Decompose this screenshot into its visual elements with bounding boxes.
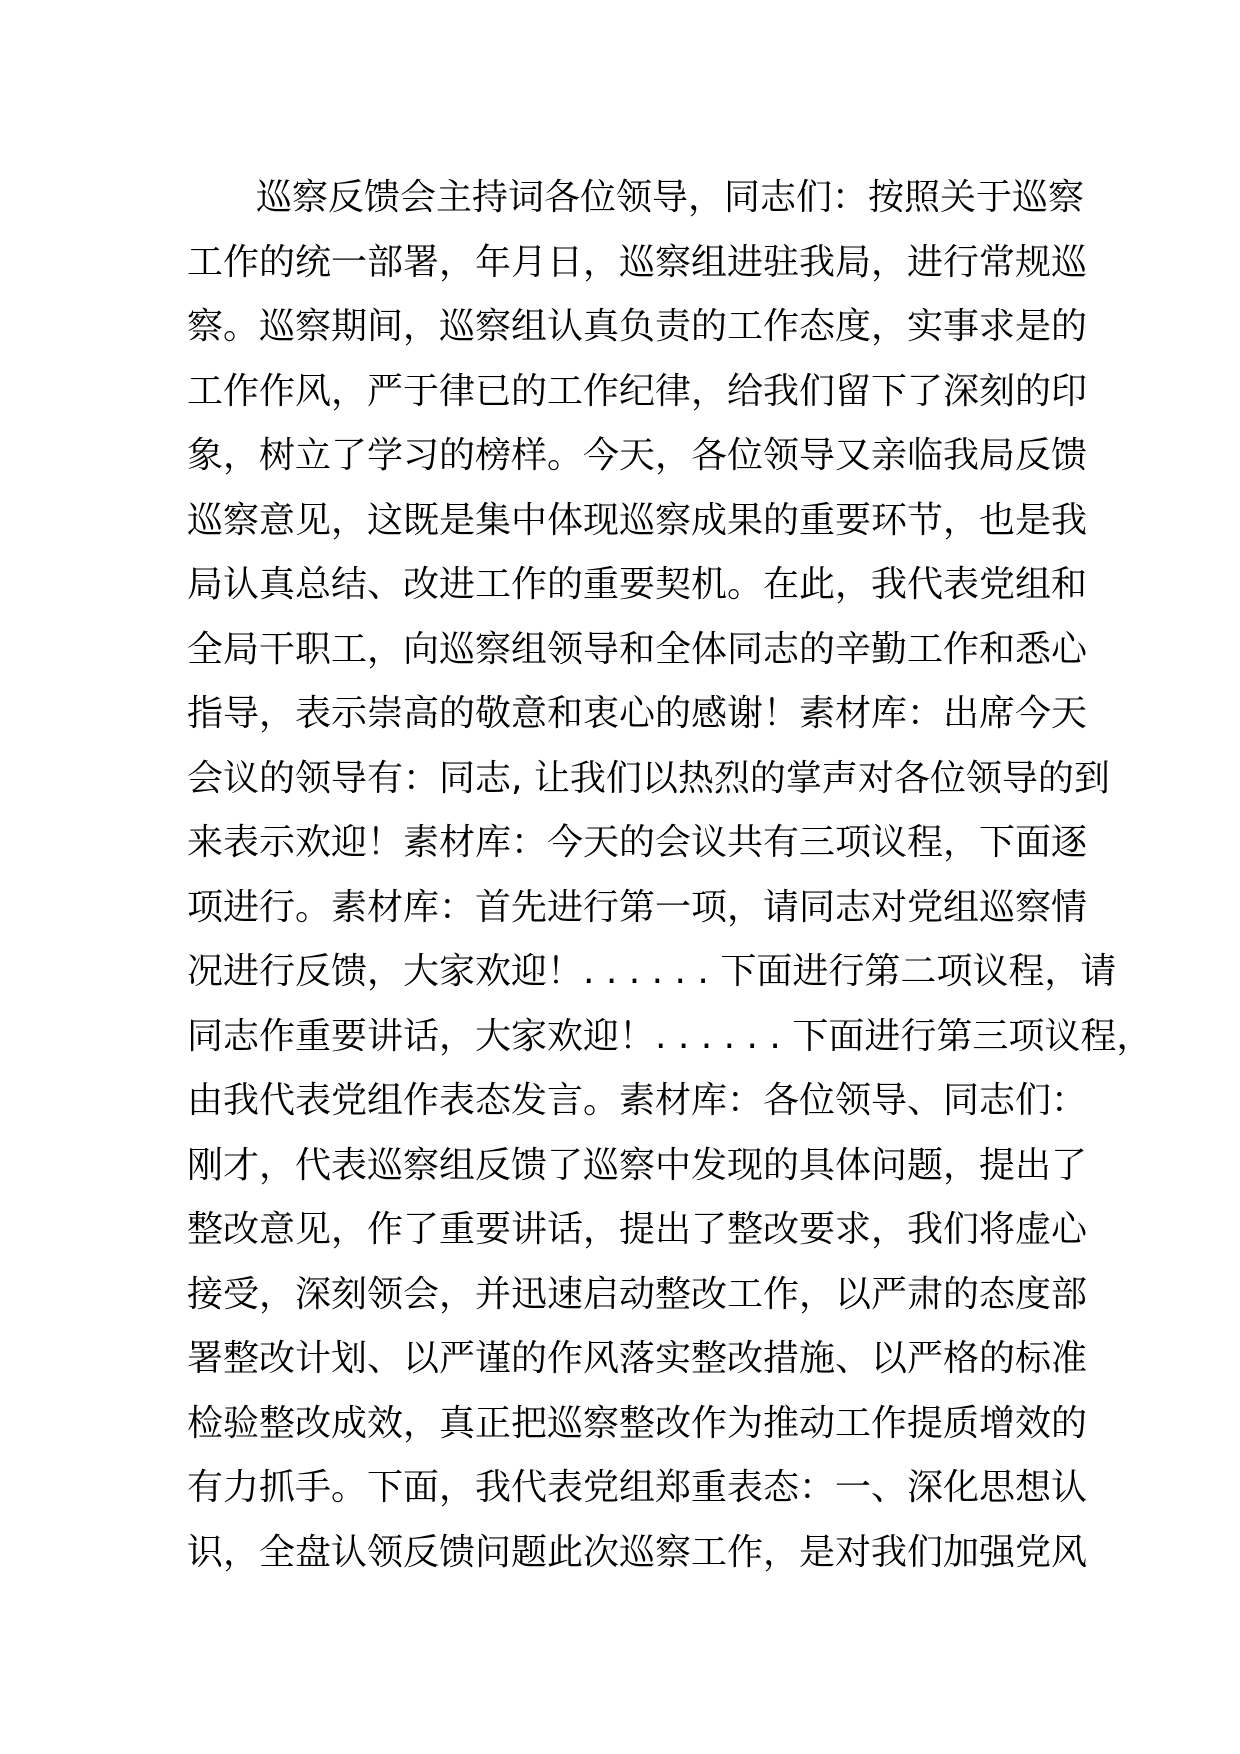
- text-line-15: 由我代表党组作表态发言。素材库：各位领导、同志们：: [187, 1080, 1088, 1121]
- text-line-11: 来表示欢迎！素材库：今天的会议共有三项议程，下面逐: [187, 822, 1088, 863]
- text-line-3: 察。巡察期间，巡察组认真负责的工作态度，实事求是的: [187, 306, 1088, 347]
- text-line-7: 局认真总结、改进工作的重要契机。在此，我代表党组和: [187, 564, 1088, 605]
- text-line-14: 同志作重要讲话，大家欢迎！. . . . . . 下面进行第三项议程，: [187, 1015, 1153, 1057]
- text-line-6: 巡察意见，这既是集中体现巡察成果的重要环节，也是我: [187, 499, 1088, 541]
- text-line-9: 指导，表示崇高的敬意和衷心的感谢！素材库：出席今天: [187, 693, 1088, 734]
- text-line-22: 识，全盘认领反馈问题此次巡察工作，是对我们加强党风: [187, 1531, 1088, 1573]
- text-line-1: 巡察反馈会主持词各位领导，同志们：按照关于巡察: [256, 177, 1085, 218]
- text-line-10: 会议的领导有：同志, 让我们以热烈的掌声对各位领导的到: [187, 757, 1110, 799]
- text-line-8: 全局干职工，向巡察组领导和全体同志的辛勤工作和悉心: [187, 628, 1088, 670]
- text-line-16: 刚才，代表巡察组反馈了巡察中发现的具体问题，提出了: [187, 1144, 1088, 1186]
- text-line-17: 整改意见，作了重要讲话，提出了整改要求，我们将虚心: [187, 1209, 1088, 1250]
- body-text: [187, 166, 1153, 1585]
- text-line-13: 况进行反馈，大家欢迎！. . . . . . 下面进行第二项议程，请: [187, 951, 1117, 992]
- text-line-21: 有力抓手。下面，我代表党组郑重表态：一、深化思想认: [187, 1467, 1088, 1508]
- text-line-5: 象，树立了学习的榜样。今天，各位领导又亲临我局反馈: [187, 435, 1088, 476]
- text-line-4: 工作作风，严于律已的工作纪律，给我们留下了深刻的印: [187, 370, 1088, 412]
- text-line-12: 项进行。素材库：首先进行第一项，请同志对党组巡察情: [187, 886, 1088, 928]
- text-line-2: 工作的统一部署，年月日，巡察组进驻我局，进行常规巡: [187, 241, 1088, 283]
- text-line-19: 署整改计划、以严谨的作风落实整改措施、以严格的标准: [187, 1338, 1088, 1379]
- text-line-18: 接受，深刻领会，并迅速启动整改工作，以严肃的态度部: [187, 1273, 1088, 1315]
- text-line-20: 检验整改成效，真正把巡察整改作为推动工作提质增效的: [187, 1402, 1088, 1444]
